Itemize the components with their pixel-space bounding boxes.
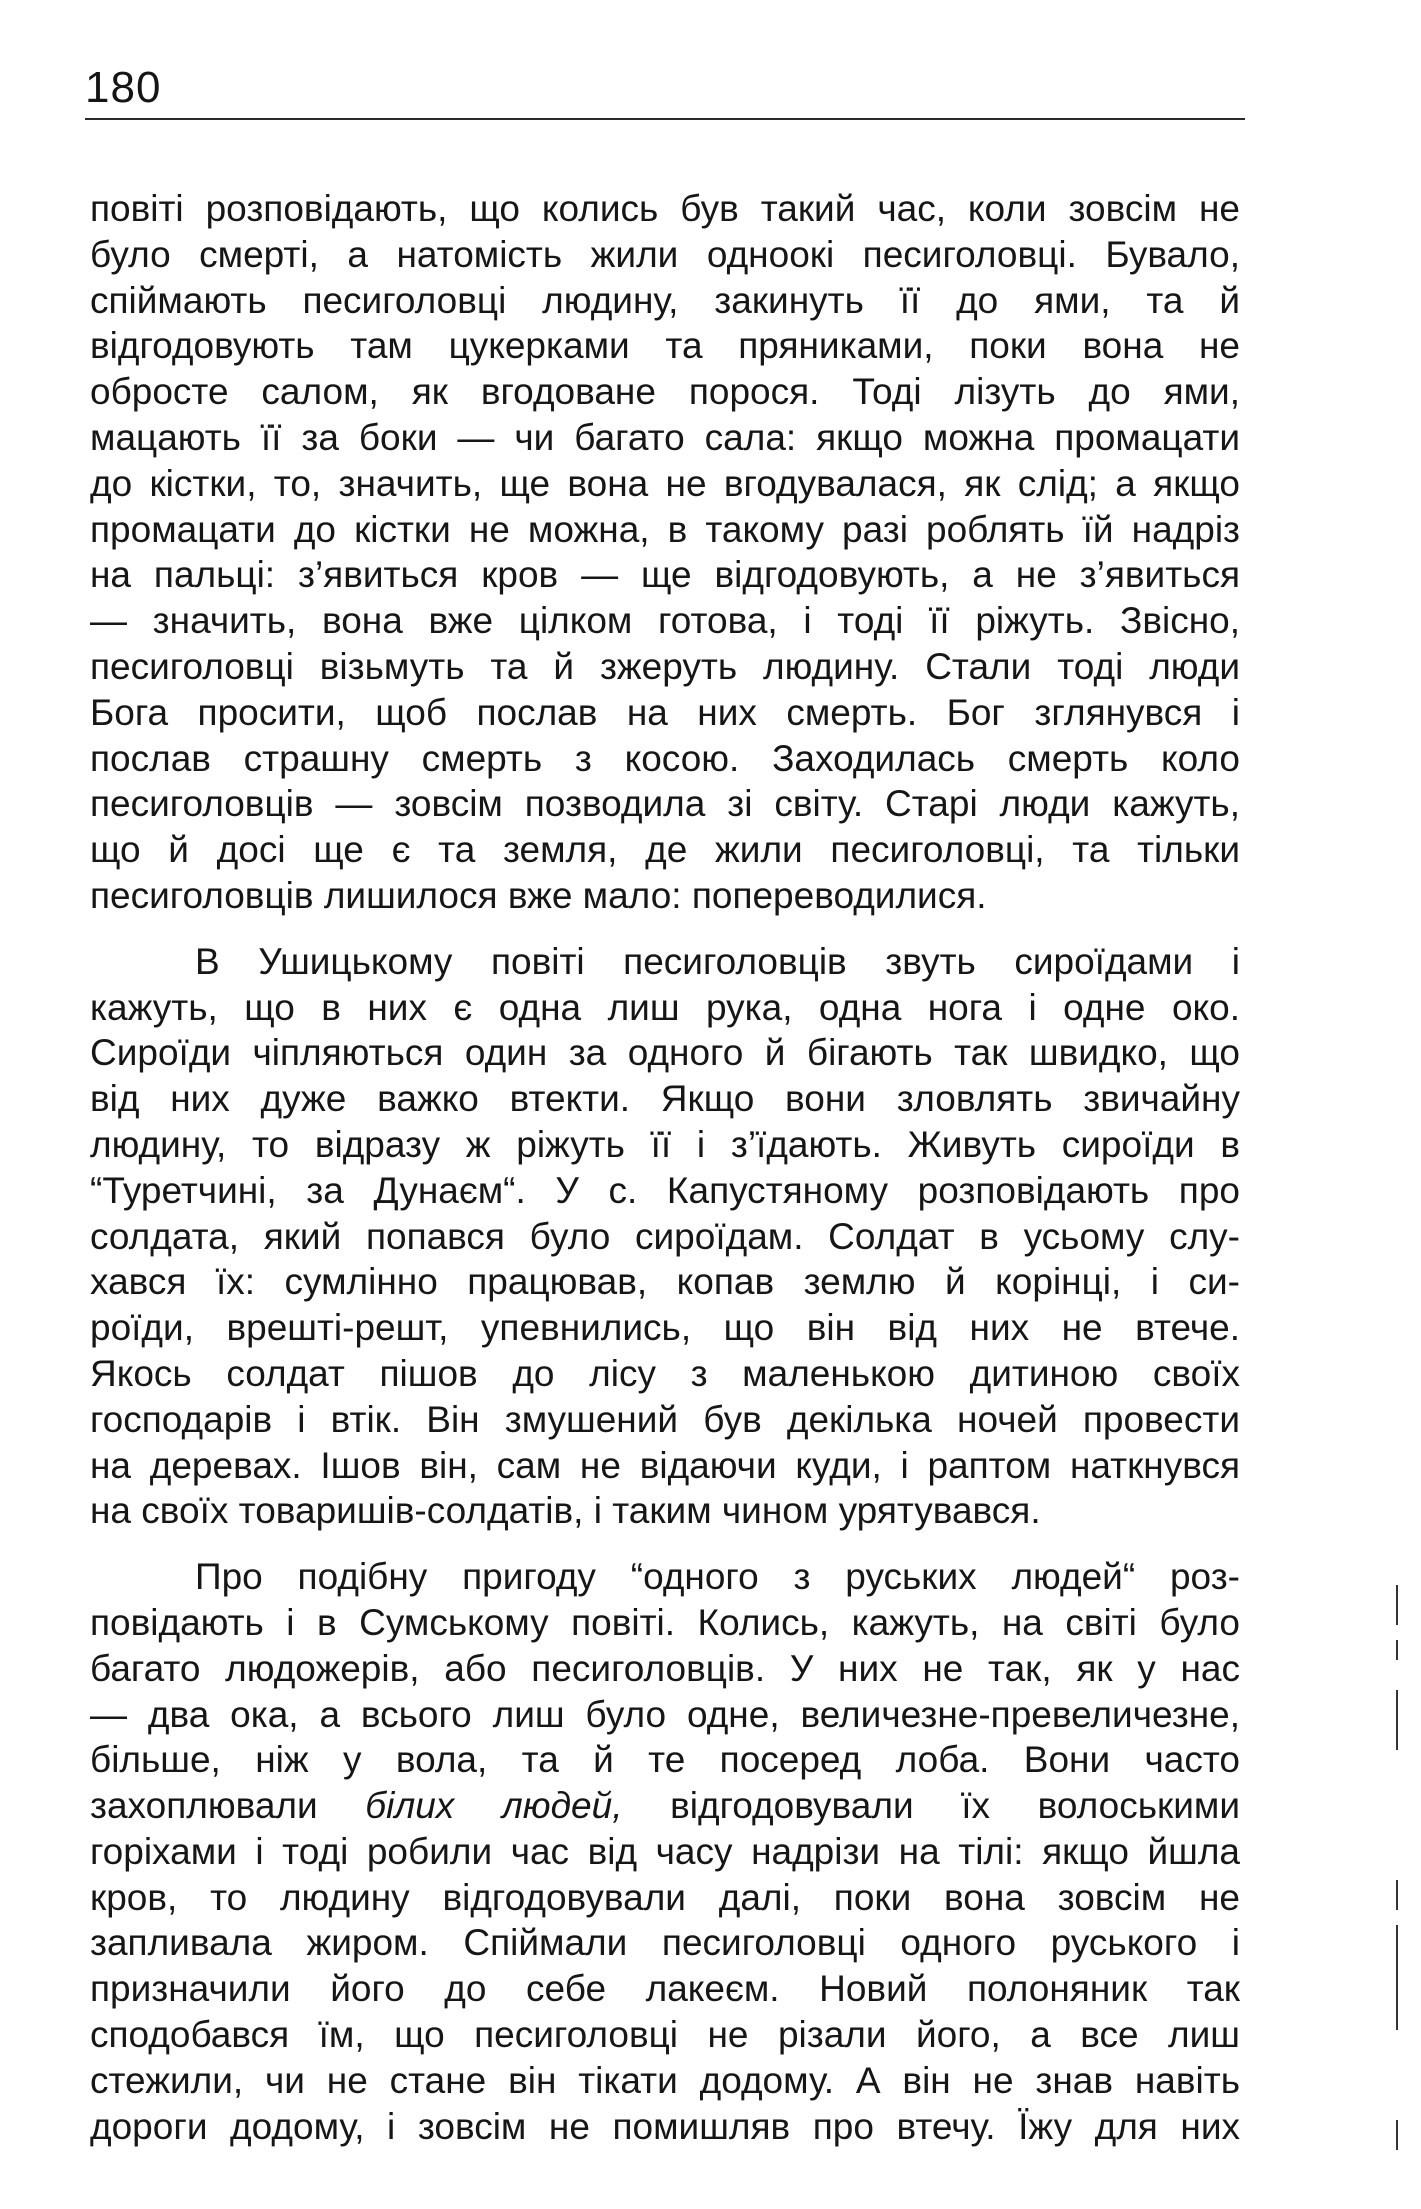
- text-line: — значить, вона вже цілком готова, і тоді її ріжуть. Звісно,: [90, 600, 1240, 642]
- text-line: песиголовців — зовсім позводила зі світу. Старі люди кажуть,: [90, 783, 1240, 825]
- text-line: відгодовують там цукерками та пряниками, поки вона не: [90, 325, 1240, 367]
- text-line: господарів і втік. Він змушений був декілька ночей провести: [90, 1398, 1240, 1440]
- text-line: спіймають песиголовці людину, закинуть її до ями, та й: [90, 279, 1240, 321]
- scan-edge-mark: [1396, 2120, 1398, 2150]
- text-line: послав страшну смерть з косою. Заходилась смерть коло: [90, 737, 1240, 779]
- text-line: песиголовці візьмуть та й зжеруть людину. Стали тоді люди: [90, 645, 1240, 687]
- scan-edge-mark: [1396, 1585, 1398, 1625]
- text-line-with-italic: [90, 1783, 1240, 1829]
- text-line: промацати до кістки не можна, в такому разі роблять їй надріз: [90, 508, 1240, 550]
- text-line: Про подібну пригоду “одного з руських людей“ роз-: [195, 1556, 1240, 1598]
- page-number: 180: [85, 63, 162, 112]
- text-line: було смерті, а натомість жили одноокі песиголовці. Бувало,: [90, 233, 1240, 275]
- paragraph: [90, 186, 1240, 919]
- text-line: більше, ніж у вола, та й те посеред лоба. Вони часто: [90, 1739, 1240, 1781]
- scan-edge-mark: [1396, 1640, 1398, 1660]
- text-run: відгодовували їх волоськими: [622, 1785, 1240, 1827]
- text-line: кров, то людину відгодовували далі, поки вона зовсім не: [90, 1876, 1240, 1918]
- scan-edge-mark: [1396, 1690, 1398, 1750]
- header-rule: [85, 118, 1245, 120]
- text-line: обросте салом, як вгодоване порося. Тоді лізуть до ями,: [90, 371, 1240, 413]
- text-line: дороги додому, і зовсім не помишляв про втечу. Їжу для них: [90, 2105, 1240, 2147]
- text-run: захоплювали: [90, 1785, 366, 1827]
- text-line: повіті розповідають, що колись був такий час, коли зовсім не: [90, 188, 1240, 229]
- text-line: В Ушицькому повіті песиголовців звуть сироїдами і: [195, 940, 1240, 982]
- text-line: людину, то відразу ж ріжуть її і з’їдають. Живуть сироїди в: [90, 1123, 1240, 1165]
- italic-phrase: білих людей,: [365, 1785, 623, 1827]
- text-line: хався їх: сумлінно працював, копав землю й корінці, і си-: [90, 1261, 1240, 1303]
- paragraph: [90, 1554, 1240, 2149]
- text-body: [90, 186, 1240, 2149]
- text-line: кажуть, що в них є одна лиш рука, одна нога і одне око.: [90, 986, 1240, 1028]
- text-line: солдата, який попався було сироїдам. Солдат в усьому слу-: [90, 1215, 1240, 1257]
- text-line: до кістки, то, значить, ще вона не вгодувалася, як слід; а якщо: [90, 462, 1240, 504]
- text-line: на деревах. Ішов він, сам не відаючи куди, і раптом наткнувся: [90, 1444, 1240, 1486]
- text-line: песиголовців лишилося вже мало: попереводилися.: [90, 874, 987, 916]
- text-line: стежили, чи не стане він тікати додому. А він не знав навіть: [90, 2059, 1240, 2101]
- text-line: мацають її за боки — чи багато сала: якщо можна промацати: [90, 416, 1240, 458]
- text-line: на пальці: з’явиться кров — ще відгодовують, а не з’явиться: [90, 554, 1240, 596]
- text-line: роїди, врешті-решт, упевнились, що він від них не втече.: [90, 1307, 1240, 1349]
- text-line: “Туретчині, за Дунаєм“. У с. Капустяному розповідають про: [90, 1169, 1240, 1211]
- text-line: що й досі ще є та земля, де жили песиголовці, та тільки: [90, 829, 1240, 871]
- text-line: багато людожерів, або песиголовців. У них не так, як у нас: [90, 1647, 1240, 1689]
- text-line: запливала жиром. Спіймали песиголовці одного руського і: [90, 1922, 1240, 1964]
- text-line: від них дуже важко втекти. Якщо вони зловлять звичайну: [90, 1078, 1240, 1120]
- paragraph: [90, 939, 1240, 1534]
- scan-edge-mark: [1396, 1925, 1398, 2030]
- text-line: Сироїди чіпляються один за одного й бігають так швидко, що: [90, 1032, 1240, 1074]
- text-line: Якось солдат пішов до лісу з маленькою дитиною своїх: [90, 1352, 1240, 1394]
- text-line: сподобався їм, що песиголовці не різали його, а все лиш: [90, 2014, 1240, 2056]
- text-line: призначили його до себе лакеєм. Новий полоняник так: [90, 1968, 1240, 2010]
- text-line: — два ока, а всього лиш було одне, величезне-превеличезне,: [90, 1693, 1240, 1735]
- text-line: на своїх товаришів-солдатів, і таким чином урятувався.: [90, 1490, 1041, 1532]
- text-line: горіхами і тоді робили час від часу надрізи на тілі: якщо йшла: [90, 1830, 1240, 1872]
- text-line: повідають і в Сумському повіті. Колись, кажуть, на світі було: [90, 1601, 1240, 1643]
- text-line: Бога просити, щоб послав на них смерть. Бог зглянувся і: [90, 691, 1240, 733]
- scan-edge-mark: [1396, 1880, 1398, 1910]
